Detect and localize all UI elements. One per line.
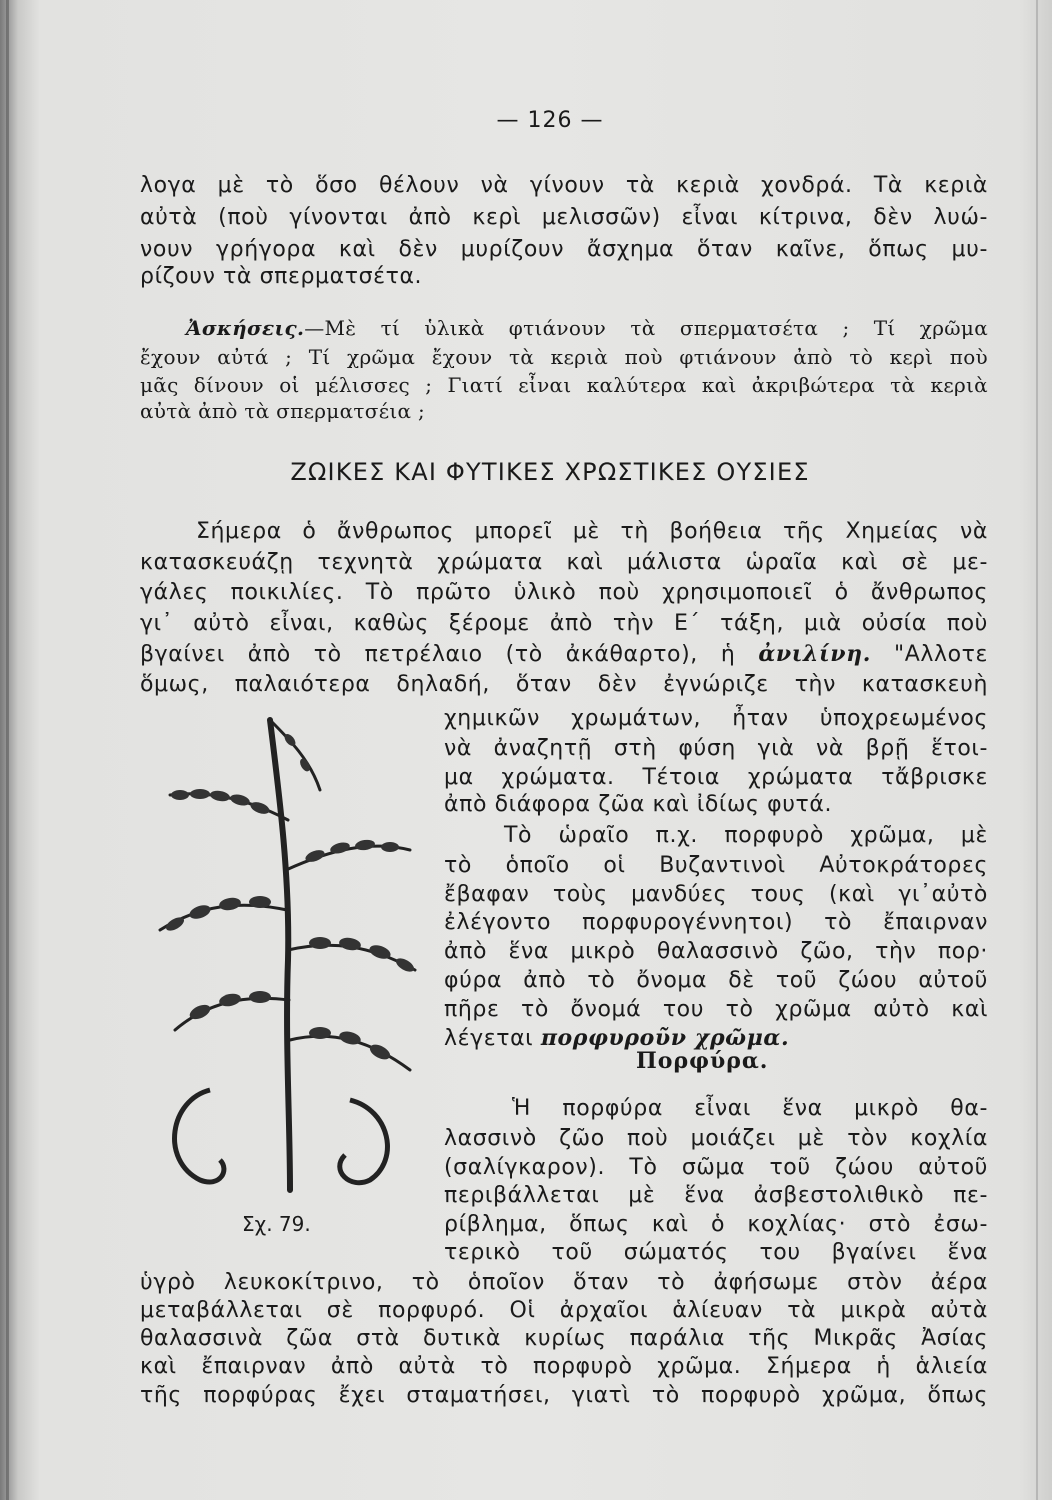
text-line: μεταβάλλεται σὲ πορφυρό. Οἱ ἀρχαῖοι ἁλίευαν τὰ μικρὰ αὐτὰ [140, 1298, 988, 1323]
text-span: βγαίνει ἀπὸ τὸ πετρέλαιο (τὸ ἀκάθαρτο), ἡ [140, 642, 759, 667]
text-line: μα χρώματα. Τέτοια χρώματα τἄβρισκε [444, 765, 988, 790]
exercises-line: μᾶς δίνουν οἱ μέλισσες ; Γιατί εἶναι καλύτερα καὶ ἀκριβώτερα τὰ κεριὰ [140, 373, 988, 397]
text-line: φύρα ἀπὸ τὸ ὄνομα δὲ τοῦ ζώου αὐτοῦ [444, 968, 988, 993]
text-line: νὰ ἀναζητῇ στὴ φύση γιὰ νὰ βρῇ ἕτοι- [444, 736, 988, 761]
text-line: χημικῶν χρωμάτων, ἦταν ὑποχρεωμένος [444, 706, 988, 731]
text-line: (σαλίγκαρον). Τὸ σῶμα τοῦ ζώου αὐτοῦ [444, 1155, 988, 1180]
text-line: ρίβλημα, ὅπως καὶ ὁ κοχλίας· στὸ ἐσω- [444, 1212, 988, 1237]
text-line: ἐλέγοντο πορφυρογέννητοι) τὸ ἔπαιρναν [444, 910, 988, 935]
exercises-first-line [186, 315, 988, 341]
text-line: Τὸ ὡραῖο π.χ. πορφυρὸ χρῶμα, μὲ [504, 823, 988, 848]
text-line: λογα μὲ τὸ ὅσο θέλουν νὰ γίνουν τὰ κεριὰ χονδρά. Τὰ κεριὰ [140, 173, 988, 198]
figure-caption: Σχ. 79. [242, 1212, 311, 1236]
exercises-text: —Μὲ τί ὑλικὰ φτιάνουν τὰ σπερματσέτα ; Τί χρῶμα [304, 316, 988, 340]
text-line: ἀπὸ διάφορα ζῶα καὶ ἰδίως φυτά. [444, 792, 833, 817]
text-line: καὶ ἔπαιρναν ἀπὸ αὐτὰ τὸ πορφυρὸ χρῶμα. Σήμερα ἡ ἁλιεία [140, 1354, 988, 1379]
exercises-line: ἔχουν αὐτά ; Τί χρῶμα ἔχουν τὰ κεριὰ ποὺ φτιάνουν ἀπὸ τὸ κερὶ ποὺ [140, 345, 988, 369]
text-line: τῆς πορφύρας ἔχει σταματήσει, γιατὶ τὸ πορφυρὸ χρῶμα, ὅπως [140, 1383, 988, 1408]
text-line: αὐτὰ (ποὺ γίνονται ἀπὸ κερὶ μελισσῶν) εἶναι κίτρινα, δὲν λυώ- [140, 205, 988, 230]
term-aniline: ἀνιλίνη. [758, 641, 872, 667]
section-heading: ΖΩΙΚΕΣ ΚΑΙ ΦΥΤΙΚΕΣ ΧΡΩΣΤΙΚΕΣ ΟΥΣΙΕΣ [290, 458, 810, 486]
text-line: θαλασσινὰ ζῶα στὰ δυτικὰ κυρίως παράλια τῆς Μικρᾶς Ἀσίας [140, 1326, 988, 1351]
text-line: λασσινὸ ζῶο ποὺ μοιάζει μὲ τὸν κοχλία [444, 1126, 988, 1151]
text-line: ρίζουν τὰ σπερματσέτα. [140, 264, 423, 289]
text-line: Σήμερα ὁ ἄνθρωπος μπορεῖ μὲ τὴ βοήθεια τῆς Χημείας νὰ [196, 519, 988, 544]
text-line: Ἡ πορφύρα εἶναι ἕνα μικρὸ θα- [512, 1096, 988, 1121]
subheading: Πορφύρα. [636, 1048, 769, 1074]
text-line: νουν γρήγορα καὶ δὲν μυρίζουν ἄσχημα ὅταν καῖνε, ὅπως μυ- [140, 237, 988, 262]
text-span: λέγεται [444, 1026, 541, 1051]
text-line: ἔβαφαν τοὺς μανδύες τους (καὶ γι᾿αὐτὸ [444, 882, 988, 907]
text-line: τερικὸ τοῦ σώματός του βγαίνει ἕνα [444, 1240, 988, 1265]
exercises-line: αὐτὰ ἀπὸ τὰ σπερματσέια ; [140, 399, 426, 423]
text-line: κατασκευάζῃ τεχνητὰ χρώματα καὶ μάλιστα ὡραῖα καὶ σὲ με- [140, 550, 988, 575]
exercises-label: Ἀσκήσεις. [186, 316, 305, 340]
text-line: γάλες ποικιλίες. Τὸ πρῶτο ὑλικὸ ποὺ χρησιμοποιεῖ ὁ ἄνθρωπος [140, 580, 988, 605]
plant-illustration-icon [140, 700, 440, 1200]
text-line: ἀπὸ ἕνα μικρὸ θαλασσινὸ ζῶο, τὴν πορ· [444, 939, 988, 964]
text-line: πῆρε τὸ ὄνομά του τὸ χρῶμα αὐτὸ καὶ [444, 997, 988, 1022]
page-number: — 126 — [496, 108, 604, 133]
text-line: γι᾿ αὐτὸ εἶναι, καθὼς ξέρομε ἀπὸ τὴν Ε´ τάξη, μιὰ οὐσία ποὺ [140, 611, 988, 636]
text-line-aniline [140, 641, 988, 668]
text-span: "Αλλοτε [871, 642, 988, 667]
page-edge [1036, 0, 1038, 1500]
term-porphyroun: πορφυροῦν χρῶμα. [540, 1025, 790, 1051]
text-line: ὅμως, παλαιότερα δηλαδή, ὅταν δὲν ἐγνώριζε τὴν κατασκευὴ [140, 672, 988, 697]
text-line: τὸ ὁποῖο οἱ Βυζαντινοὶ Αὐτοκράτορες [444, 853, 988, 878]
text-line: ὑγρὸ λευκοκίτρινο, τὸ ὁποῖον ὅταν τὸ ἀφήσωμε στὸν ἀέρα [140, 1270, 988, 1295]
text-line: περιβάλλεται μὲ ἕνα ἀσβεστολιθικὸ πε- [444, 1183, 988, 1208]
page-gutter [6, 0, 9, 1500]
